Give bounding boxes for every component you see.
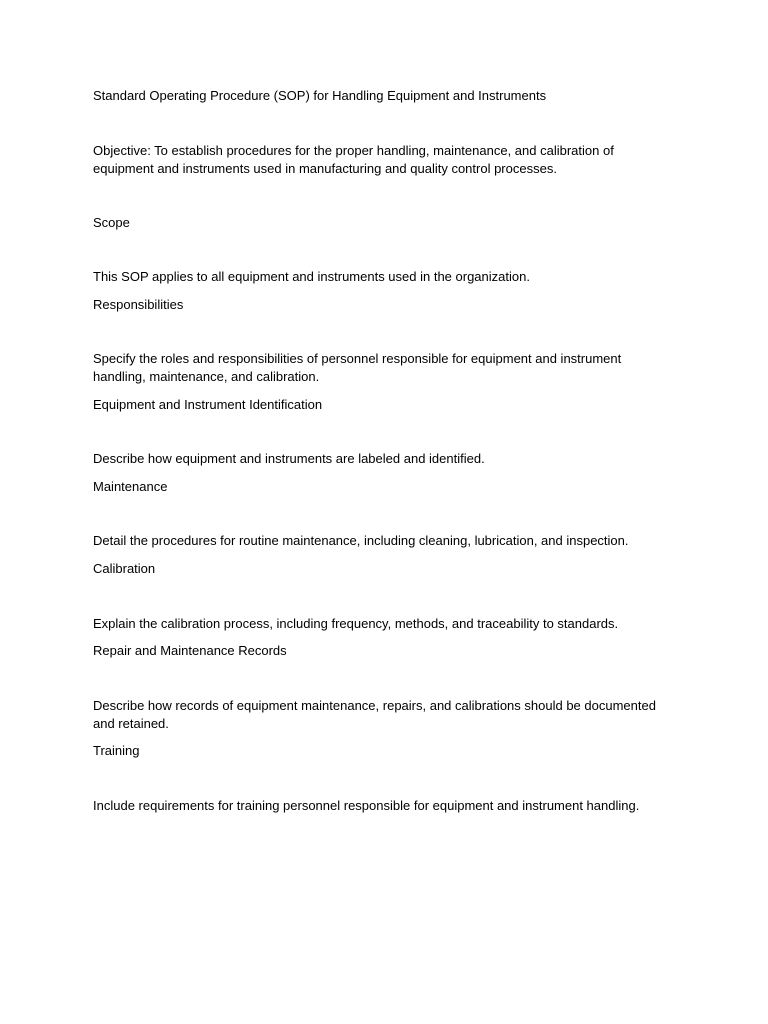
document-title: Standard Operating Procedure (SOP) for Handling Equipment and Instruments <box>93 88 547 103</box>
training-body: Include requirements for training personnel responsible for equipment and instrument handling. <box>93 798 640 813</box>
maintenance-body: Detail the procedures for routine maintenance, including cleaning, lubrication, and inspection. <box>93 533 629 548</box>
scope-heading: Scope <box>93 215 130 230</box>
responsibilities-heading: Responsibilities <box>93 297 184 312</box>
records-line-1: Describe how records of equipment maintenance, repairs, and calibrations should be documented <box>93 698 656 713</box>
identification-heading: Equipment and Instrument Identification <box>93 397 323 412</box>
objective-line-1: Objective: To establish procedures for the proper handling, maintenance, and calibration of <box>93 143 614 158</box>
objective-line-2: equipment and instruments used in manufacturing and quality control processes. <box>93 161 557 176</box>
responsibilities-line-1: Specify the roles and responsibilities of personnel responsible for equipment and instrument <box>93 351 622 366</box>
maintenance-heading: Maintenance <box>93 479 168 494</box>
objective-paragraph <box>93 142 683 178</box>
responsibilities-paragraph <box>93 350 683 386</box>
records-line-2: and retained. <box>93 716 169 731</box>
calibration-body: Explain the calibration process, including frequency, methods, and traceability to standards. <box>93 616 619 631</box>
records-heading: Repair and Maintenance Records <box>93 643 287 658</box>
identification-body: Describe how equipment and instruments are labeled and identified. <box>93 451 485 466</box>
training-heading: Training <box>93 743 140 758</box>
responsibilities-line-2: handling, maintenance, and calibration. <box>93 369 320 384</box>
scope-body: This SOP applies to all equipment and instruments used in the organization. <box>93 269 530 284</box>
calibration-heading: Calibration <box>93 561 156 576</box>
records-paragraph <box>93 697 683 733</box>
